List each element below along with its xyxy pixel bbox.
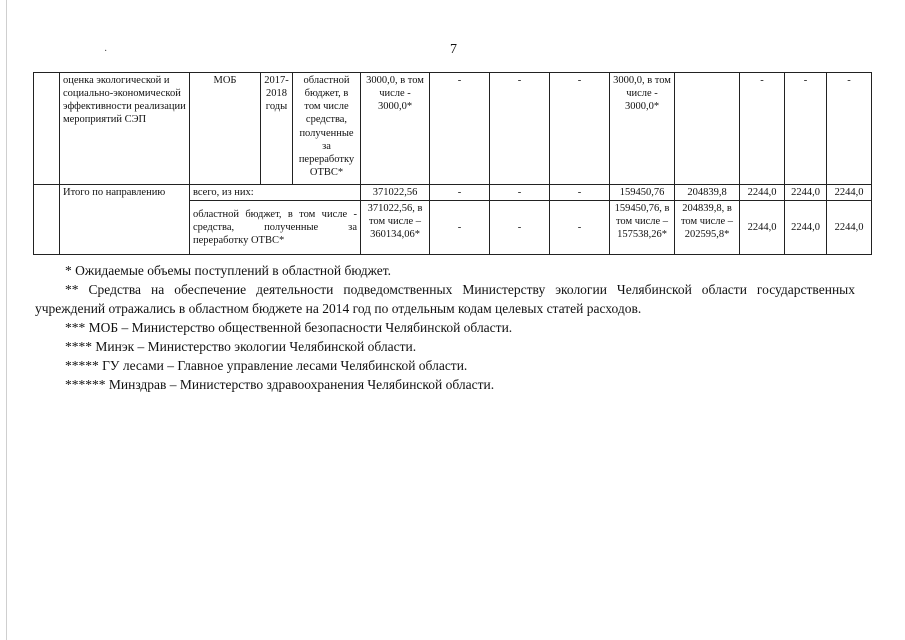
source-cell: областной бюджет, в том числе средства, полученные за переработку ОТВС*: [293, 73, 361, 185]
year-cell: [675, 73, 740, 185]
period-cell: 2017-2018 годы: [261, 73, 293, 185]
scan-dot: ·: [104, 46, 108, 57]
footnote: **** Минэк – Министерство экологии Челябинской области.: [65, 339, 417, 354]
source-cell: всего, из них:: [190, 185, 361, 201]
year-cell: -: [740, 73, 785, 185]
year-cell: 159450,76, в том числе – 157538,26*: [610, 201, 675, 255]
total-label-cell: Итого по направлению: [60, 185, 190, 255]
table-row: [34, 73, 872, 185]
year-cell: -: [430, 185, 490, 201]
activity-name-cell: оценка экологической и социально-экономической эффективности реализации мероприятий СЭП: [60, 73, 190, 185]
footnote: * Ожидаемые объемы поступлений в областной бюджет.: [65, 263, 392, 278]
source-cell: областной бюджет, в том числе - средства, полученные за переработку ОТВС*: [190, 201, 361, 255]
page-edge-line: [6, 0, 7, 640]
footnote: ***** ГУ лесами – Главное управление лесами Челябинской области.: [65, 358, 468, 373]
total-cell: 3000,0, в том числе - 3000,0*: [361, 73, 430, 185]
year-cell: 2244,0: [740, 185, 785, 201]
year-cell: -: [490, 185, 550, 201]
year-cell: 2244,0: [740, 201, 785, 255]
year-cell: -: [550, 73, 610, 185]
year-cell: -: [490, 201, 550, 255]
executor-cell: МОБ: [190, 73, 261, 185]
year-cell: -: [827, 73, 872, 185]
footnotes: [35, 261, 855, 394]
year-cell: 2244,0: [827, 185, 872, 201]
year-cell: -: [550, 185, 610, 201]
page-number: 7: [450, 42, 457, 57]
year-cell: 159450,76: [610, 185, 675, 201]
year-cell: -: [490, 73, 550, 185]
footnote: *** МОБ – Министерство общественной безопасности Челябинской области.: [65, 320, 513, 335]
year-cell: -: [430, 73, 490, 185]
year-cell: -: [550, 201, 610, 255]
year-cell: 204839,8: [675, 185, 740, 201]
year-cell: 2244,0: [827, 201, 872, 255]
budget-table: [33, 72, 872, 255]
footnote: ** Средства на обеспечение деятельности подведомственных Министерству экологии Челябинской области государственных учреждений отражались в областном бюджете на 2014 год по отдельным кодам целевых статей расходов.: [35, 282, 855, 316]
year-cell: -: [430, 201, 490, 255]
total-cell: 371022,56: [361, 185, 430, 201]
total-cell: 371022,56, в том числе – 360134,06*: [361, 201, 430, 255]
year-cell: 2244,0: [785, 185, 827, 201]
year-cell: 204839,8, в том числе – 202595,8*: [675, 201, 740, 255]
index-cell: [34, 185, 60, 255]
index-cell: [34, 73, 60, 185]
footnote: ****** Минздрав – Министерство здравоохранения Челябинской области.: [65, 377, 495, 392]
year-cell: 2244,0: [785, 201, 827, 255]
table-row: [34, 185, 872, 201]
year-cell: -: [785, 73, 827, 185]
year-cell: 3000,0, в том числе - 3000,0*: [610, 73, 675, 185]
